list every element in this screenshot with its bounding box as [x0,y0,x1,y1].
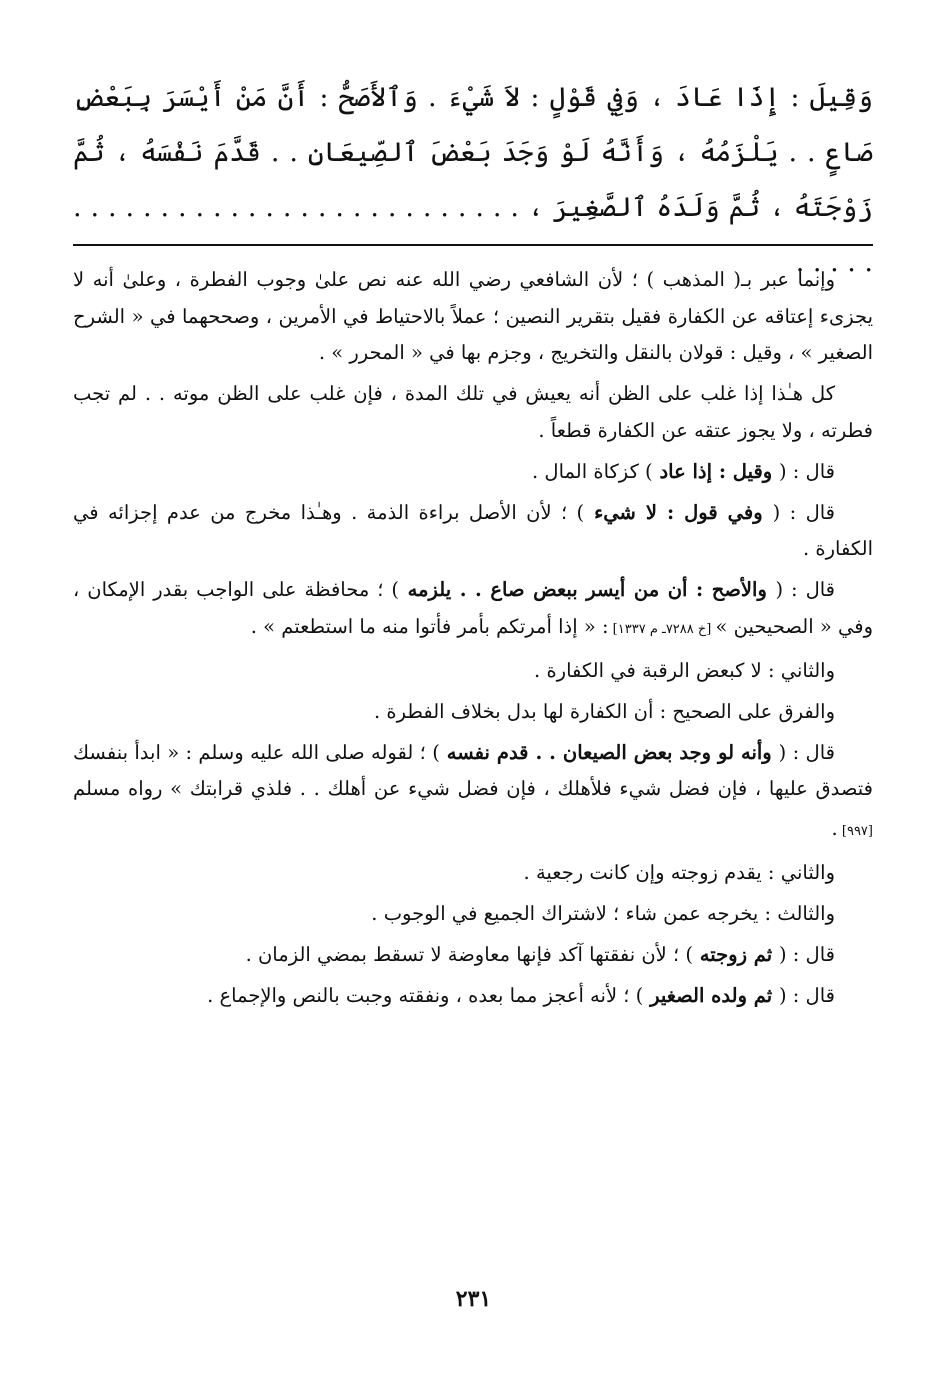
quoted-main-text: والأصح : أن من أيسر ببعض صاع . . يلزمه [399,578,776,601]
main-text [73,70,873,290]
commentary-paragraph-9: والثاني : يقدم زوجته وإن كانت رجعية . [523,860,835,884]
quote-open: قال : ( [778,740,835,764]
page-number: ٢٣١ [455,1286,492,1312]
commentary-text: ) ؛ محافظة على الواجب بقدر الإمكان ، وفي « الصحيحين » [73,578,873,638]
section-divider [73,244,873,246]
commentary-text: ) ؛ لأنه أعجز مما بعده ، ونفقته وجبت بالنص والإجماع . [207,983,644,1007]
quote-open: قال : ( [778,942,835,966]
main-text-body: وَقِيلَ : إِذَا عَادَ ، وَفِي قَوْلٍ : لاَ شَيْءَ . وَٱلأَصَحُّ : أَنَّ مَنْ أَيْسَرَ بِبَعْضِ صَاعٍ . . يَلْزَمُهُ ، وَأَنَّهُ لَوْ وَجَدَ بَعْضَ ٱلصِّيعَانِ . . قَدَّمَ نَفْسَهُ ، ثُمَّ زَوْجَتَهُ ، ثُمَّ وَلَدَهُ ٱلصَّغِيرَ ، [73,82,874,223]
commentary-text: ) كزكاة المال . [532,459,653,483]
commentary-paragraph-3 [73,454,873,491]
commentary-paragraph-8 [73,735,873,851]
quote-open: قال : ( [778,983,835,1007]
commentary-paragraph-1: وإنما عبر بـ( المذهب ) ؛ لأن الشافعي رضي الله عنه نص علىٰ وجوب الفطرة ، وعلىٰ أنه لا يجزىء إعتاقه عن الكفارة فقيل بتقرير النصين ؛ عملاً بالاحتياط في الأمرين ، وصححهما في « الشرح الصغير » ، وقيل : قولان بالنقل والتخريج ، وجزم بها في « المحرر » . [73,268,873,364]
hadith-reference: [خ ٧٢٨٨ـ م ١٣٣٧] [608,621,716,637]
commentary-text: ) ؛ لأن الأصل براءة الذمة . وهـٰذا مخرج من عدم إجزائه في الكفارة . [73,500,873,560]
commentary-paragraph-2: كل هـٰذا إذا غلب على الظن أنه يعيش في تلك المدة ، فإن غلب على الظن موته . . لم تجب فطرته ، ولا يجوز عتقه عن الكفارة قطعاً . [73,382,873,442]
commentary-paragraph-6: والثاني : لا كبعض الرقبة في الكفارة . [534,658,835,682]
commentary-text: ) ؛ لأن نفقتها آكد فإنها معاوضة لا تسقط بمضي الزمان . [245,942,693,966]
quote-open: قال : ( [775,578,835,601]
hadith-reference: [٩٩٧] [837,823,873,839]
commentary [73,262,873,1019]
quoted-main-text: ثم ولده الصغير [643,983,779,1007]
quoted-main-text: وفي قول : لا شيء [584,500,773,524]
commentary-paragraph-5 [73,572,873,648]
commentary-text: ) ؛ لقوله صلى الله عليه وسلم : « ابدأ بنفسك فتصدق عليها ، فإن فضل شيء فلأهلك ، فإن فضل شيء عن أهلك . . فلذي قرابتك » رواه مسلم [73,740,873,800]
quoted-main-text: وأنه لو وجد بعض الصيعان . . قدم نفسه [439,740,779,764]
commentary-paragraph-12 [73,978,873,1015]
quote-open: قال : ( [772,500,835,524]
commentary-paragraph-11 [73,937,873,974]
commentary-text: . [831,816,838,840]
commentary-paragraph-7: والفرق على الصحيح : أن الكفارة لها بدل بخلاف الفطرة . [373,699,835,723]
commentary-paragraph-10: والثالث : يخرجه عمن شاء ؛ لاشتراك الجميع في الوجوب . [371,901,835,925]
commentary-text: : « إذا أمرتكم بأمر فأتوا منه ما استطعتم » . [250,614,609,638]
quote-open: قال : ( [778,459,835,483]
quoted-main-text: وقيل : إذا عاد [652,459,779,483]
quoted-main-text: ثم زوجته [692,942,779,966]
ellipsis-dots: . . . . . . . . . . . . . . . . . . . . . . . . . . . . . . . [73,192,873,278]
commentary-paragraph-4 [73,495,873,568]
